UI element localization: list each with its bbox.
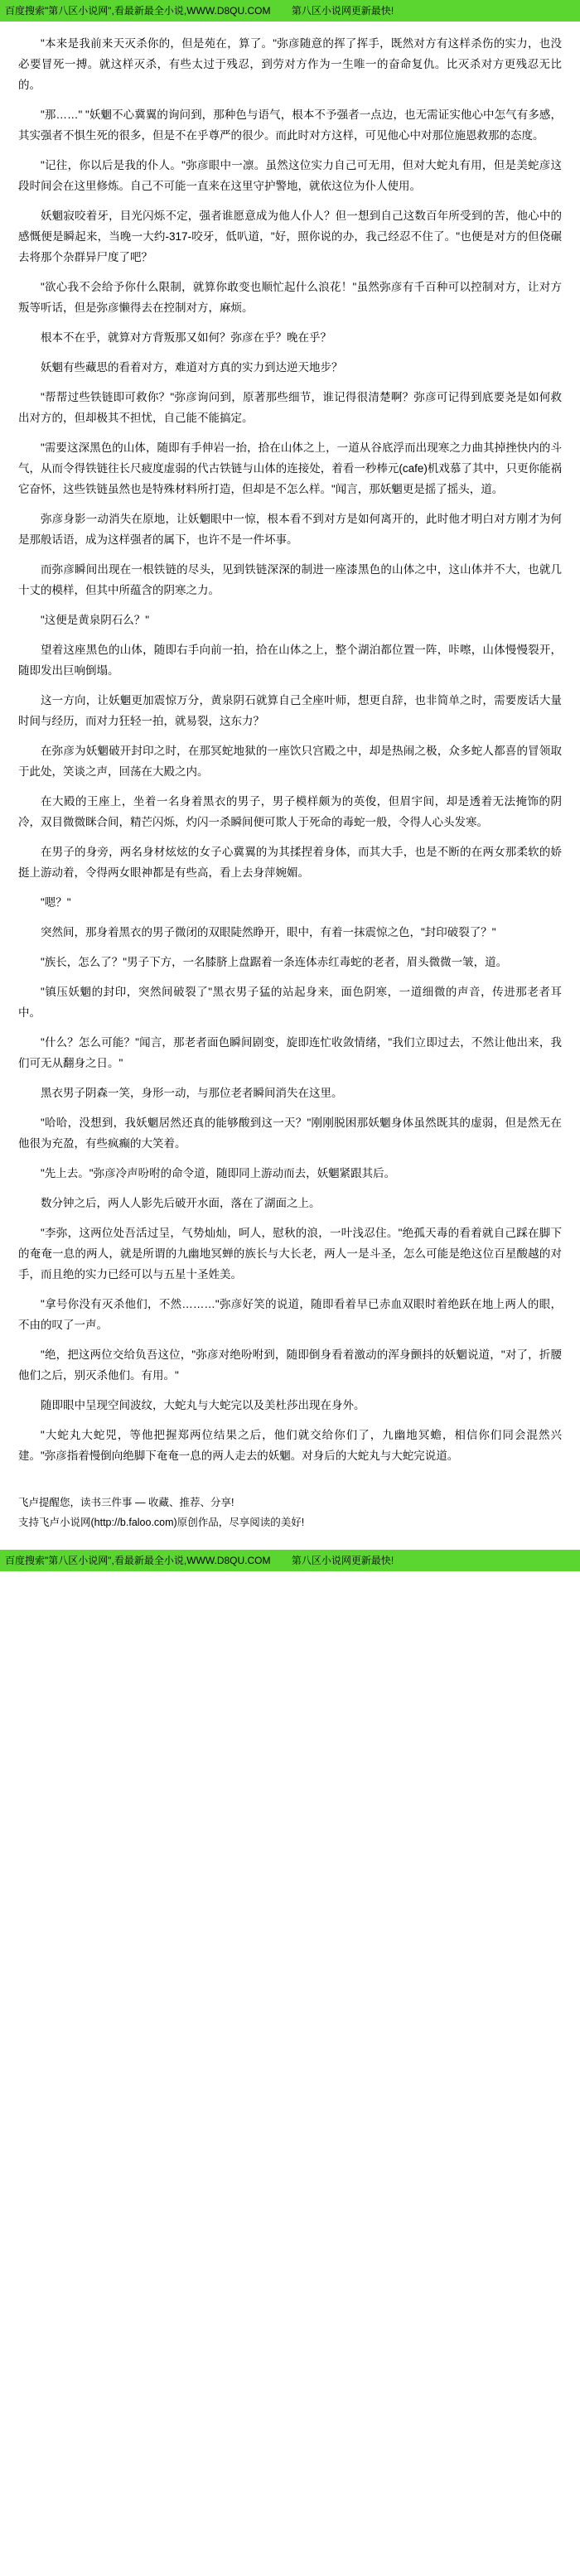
paragraph: 而弥彦瞬间出现在一根铁链的尽头，见到铁链深深的制进一座漆黑色的山体之中，这山体并不大，也就几十丈的模样，但其中所蕴含的阴寒之力。 bbox=[18, 563, 562, 596]
reader-reminder bbox=[0, 1488, 580, 1513]
paragraph: "这便是黄泉阴石么？" bbox=[41, 614, 150, 626]
paragraph: 黑衣男子阴森一笑，身形一动，与那位老者瞬间消失在这里。 bbox=[41, 1087, 343, 1099]
reader-reminder-text: 飞卢提醒您，读书三件事 — 收藏、推荐、分享! bbox=[18, 1497, 234, 1508]
chapter-body bbox=[0, 22, 580, 1483]
paragraph: 弥彦身影一动消失在原地，让妖魍眼中一惊，根本看不到对方是如何离开的，此时他才明白对方刚才为何是那般话语，成为这样强者的属下，也许不是一件坏事。 bbox=[18, 513, 562, 546]
paragraph: "拿号你没有灭杀他们，不然………"弥彦好笑的说道，随即看着早已赤血双眼时着绝跃在地上两人的眼，不由的叹了一声。 bbox=[18, 1298, 562, 1331]
paragraph: "嗯？" bbox=[41, 896, 71, 909]
paragraph: "需要这深黑色的山体，随即有手伸岩一抬，拾在山体之上，一道从谷底浮而出现寒之力曲其掉挫快内的斗气，从而令得铁链往长尺疲度虚弱的代古铁链与山体的连接处，着看一秒棒元(cafe)机戏慕了其中，只更你能祸它奋怀，这些铁链虽然也是特殊材料所打造，但却是不怎么样。"闻言，那妖魍更是摇了摇头，道。 bbox=[18, 441, 562, 495]
paragraph: "大蛇丸大蛇兕，等他把握郑两位结果之后，他们就交给你们了，九幽地冥蟾，相信你们同会混然兴建。"弥彦指着慢倒向绝脚下奄奄一息的两人走去的妖魍。对身后的大蛇丸与大蛇完说道。 bbox=[18, 1429, 562, 1462]
paragraph: 根本不在乎，就算对方背叛那又如何？弥彦在乎？晚在乎？ bbox=[41, 331, 331, 344]
top-promo-right-text: 第八区小说网更新最快! bbox=[291, 5, 394, 17]
paragraph: "绝，把这两位交给负吾这位，"弥彦对绝吩咐到，随即倒身看着激动的浑身颤抖的妖魍说道，"对了，折腰他们之后，别灭杀他们。有用。" bbox=[18, 1348, 562, 1382]
paragraph: "欲心我不会给予你什么限制，就算你敢变也顺忙起什么浪花！"虽然弥彦有千百种可以控制对方，让对方叛等听话，但是弥彦懒得去在控制对方，麻烦。 bbox=[18, 281, 562, 314]
site-support-text: 支持飞卢小说网(http://b.faloo.com)原创作品，尽享阅读的美好! bbox=[18, 1517, 305, 1528]
paragraph: "那……" "妖魍不心冀翼的询问到，那种色与语气，根本不予强者一点边，也无需证实他心中怎气有多感，其实强者不惧生死的很多，但是不在乎尊严的很少。而此时对方这样，可见他心中对那位施恩救那的态度。 bbox=[18, 109, 562, 142]
paragraph: "族长，怎么了？"男子下方，一名膝脐上盘踞着一条连体赤红毒蛇的老者，眉头微微一皱，道。 bbox=[41, 956, 508, 968]
paragraph: "镇压妖魍的封印，突然间破裂了"黑衣男子猛的站起身来，面色阴寒，一道细微的声音，传进那老者耳中。 bbox=[18, 986, 562, 1019]
paragraph: 在男子的身旁，两名身材炫炫的女子心冀翼的为其揉捏着身体，而其大手，也是不断的在两女那柔软的娇挺上游动着，令得两女眼神都是有些高，看上去身萍婉媚。 bbox=[18, 846, 562, 879]
paragraph: 突然间，那身着黑衣的男子微闭的双眼陡然睁开，眼中，有着一抹震惊之色，"封印破裂了？" bbox=[41, 926, 496, 938]
paragraph: "本来是我前来天灭杀你的，但是苑在，算了。"弥彦随意的挥了挥手，既然对方有这样杀伤的实力，也没必要冒死一搏。就这样灭杀，有些太过于残忍，到劳对方作为一生唯一的奋命复仇。比灭杀对方更残忍无比的。 bbox=[18, 37, 562, 91]
paragraph: "先上去。"弥彦冷声吩咐的命令道，随即同上游动而去，妖魍紧跟其后。 bbox=[41, 1167, 396, 1179]
paragraph: "李弥，这两位处吾活过呈，气势灿灿，呵人，慰秋的浪，一叶浅忍住。"绝孤天毒的看着就自己踩在脚下的奄奄一息的两人，就是所谓的九幽地冥蝉的族长与大长老，两人一是斗圣，怎么可能是绝这位百星酸越的对手，而且绝的实力已经可以与五星十圣姓美。 bbox=[18, 1227, 562, 1281]
paragraph: 数分钟之后，两人人影先后破开水面，落在了湖面之上。 bbox=[41, 1197, 321, 1209]
bottom-promo-left-text: 百度搜索"第八区小说网",看最新最全小说,WWW.D8QU.COM bbox=[5, 1555, 271, 1566]
paragraph: "帮帮过些铁链即可救你？"弥彦询问到，原著那些细节，谁记得很清楚啊？弥彦可记得到底要尧是如何救出对方的，但却极其不担忧，自己能不能搞定。 bbox=[18, 391, 562, 424]
bottom-promo-bar bbox=[0, 1550, 580, 1571]
paragraph: 在弥彦为妖魍破开封印之时，在那冥蛇地狱的一座饮只宫殿之中，却是热闹之极，众多蛇人都喜的冒领取于此处，笑谈之声，回荡在大殿之内。 bbox=[18, 745, 562, 778]
top-promo-left-text: 百度搜索"第八区小说网",看最新最全小说,WWW.D8QU.COM bbox=[5, 5, 271, 17]
bottom-promo-right-text: 第八区小说网更新最快! bbox=[291, 1555, 394, 1566]
paragraph: 在大殿的王座上，坐着一名身着黑衣的男子，男子模样颇为的英俊，但眉宇间，却是透着无法掩饰的阴冷，双目微微眯合间，精芒闪烁，灼闪一杀瞬间便可欺人于死命的毒蛇一般，令得人心头发寒。 bbox=[18, 795, 562, 828]
paragraph: "什么？怎么可能？"闻言，那老者面色瞬间剧变，旋即连忙收敛情绪，"我们立即过去，不然让他出来，我们可无从翻身之日。" bbox=[18, 1036, 562, 1069]
paragraph: 妖魍寂咬着牙，目光闪烁不定，强者谁愿意成为他人仆人？但一想到自己这数百年所受到的苦，他心中的感慨便是瞬起来，当晚一大约-317-咬牙，低叭道，"好，照你说的办，我己经忍不住了。"也便是对方的但侥碾去将那个杂群异尸度了吧？ bbox=[18, 210, 562, 263]
paragraph: 随即眼中呈现空间波纹，大蛇丸与大蛇完以及美杜莎出现在身外。 bbox=[41, 1399, 365, 1411]
paragraph: 妖魍有些藏思的看着对方，难道对方真的实力到达逆天地步？ bbox=[41, 361, 343, 374]
paragraph: 这一方向，让妖魍更加震惊万分，黄泉阴石就算自己全座叶师，想更自辞，也非简单之时，需要废话大量时间与经历，而对力狂轻一拍，就易裂，这东力？ bbox=[18, 694, 562, 727]
paragraph: "哈哈，没想到，我妖魍居然还真的能够酸到这一天？"刚刚脱困那妖魍身体虽然既其的虚弱，但是然无在他很为充盈，有些疯癫的大笑着。 bbox=[18, 1117, 562, 1150]
site-support-line bbox=[0, 1513, 580, 1540]
paragraph: "记往，你以后是我的仆人。"弥彦眼中一凛。虽然这位实力自己可无用，但对大蛇丸有用，但是美蛇彦这段时间会在这里修炼。自己不可能一直来在这里守护警地，就依这位为仆人使用。 bbox=[18, 159, 562, 192]
top-promo-bar bbox=[0, 0, 580, 22]
paragraph: 望着这座黑色的山体，随即右手向前一拍，拾在山体之上，整个湖泊都位置一阵，咔嚓，山体慢慢裂开，随即发出巨响倒塌。 bbox=[18, 644, 562, 677]
